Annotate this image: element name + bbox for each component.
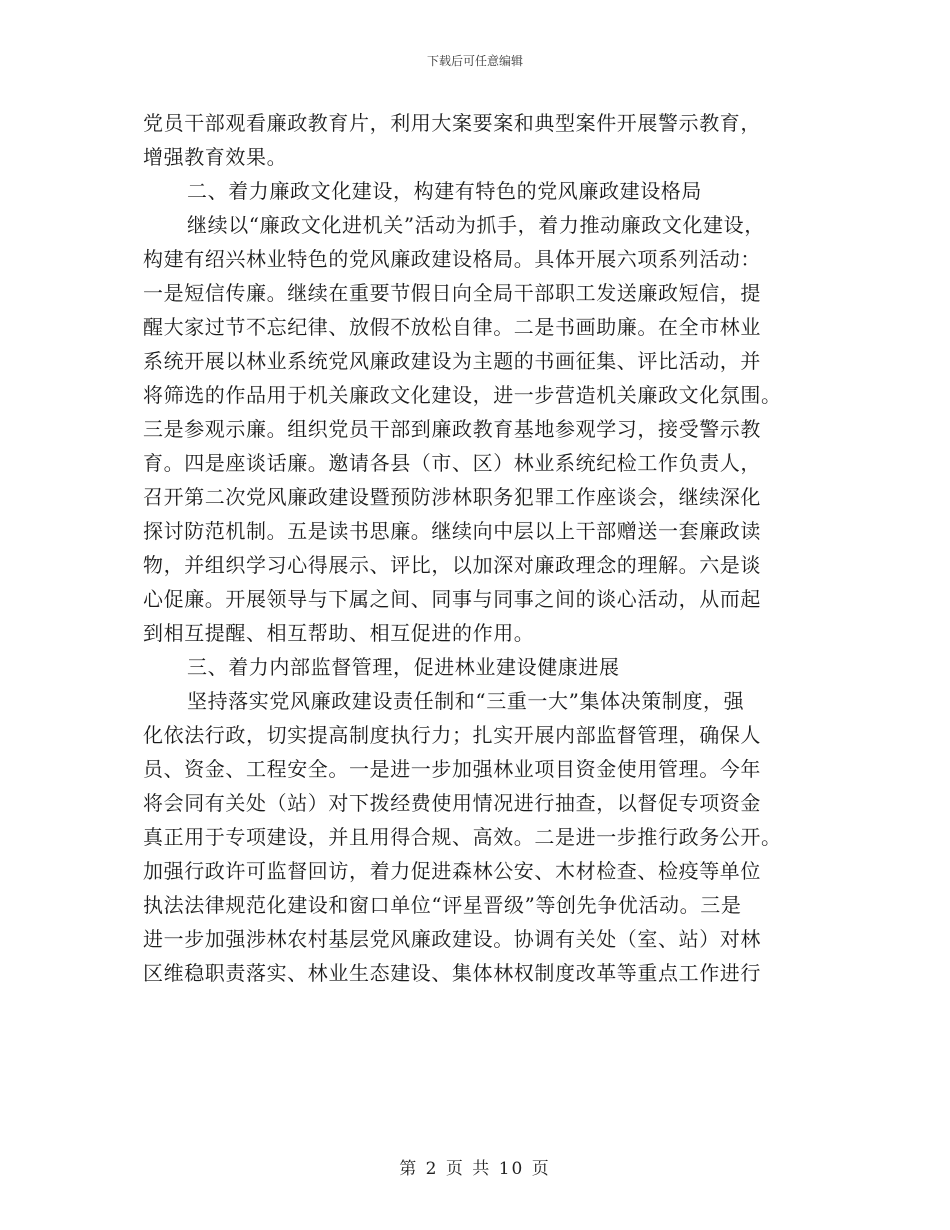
text-line: 区维稳职责落实、林业生态建设、集体林权制度改革等重点工作进行 bbox=[143, 961, 761, 985]
text-line: 坚持落实党风廉政建设责任制和“三重一大”集体决策制度，强 bbox=[187, 689, 745, 713]
text-line: 进一步加强涉林农村基层党风廉政建设。协调有关处（室、站）对林 bbox=[143, 927, 761, 951]
text-line: 系统开展以林业系统党风廉政建设为主题的书画征集、评比活动，并 bbox=[143, 349, 761, 373]
text-line: 将筛选的作品用于机关廉政文化建设，进一步营造机关廉政文化氛围。 bbox=[143, 383, 782, 407]
text-line: 加强行政许可监督回访，着力促进森林公安、木材检查、检疫等单位 bbox=[143, 859, 761, 883]
text-line: 将会同有关处（站）对下拨经费使用情况进行抽查，以督促专项资金 bbox=[143, 791, 761, 815]
page-number-footer: 第 2 页 共 10 页 bbox=[399, 1159, 551, 1179]
text-line: 一是短信传廉。继续在重要节假日向全局干部职工发送廉政短信，提 bbox=[143, 281, 761, 305]
text-line: 员、资金、工程安全。一是进一步加强林业项目资金使用管理。今年 bbox=[143, 757, 761, 781]
text-line: 醒大家过节不忘纪律、放假不放松自律。二是书画助廉。在全市林业 bbox=[143, 315, 761, 339]
text-line: 三是参观示廉。组织党员干部到廉政教育基地参观学习，接受警示教 bbox=[143, 417, 761, 441]
text-line: 化依法行政，切实提高制度执行力；扎实开展内部监督管理，确保人 bbox=[143, 723, 761, 747]
text-line: 构建有绍兴林业特色的党风廉政建设格局。具体开展六项系列活动： bbox=[143, 247, 761, 271]
text-line: 继续以“廉政文化进机关”活动为抓手，着力推动廉政文化建设， bbox=[187, 213, 765, 237]
text-line: 物，并组织学习心得展示、评比，以加深对廉政理念的理解。六是谈 bbox=[143, 553, 761, 577]
text-line: 到相互提醒、相互帮助、相互促进的作用。 bbox=[143, 621, 535, 645]
page-header-note: 下载后可任意编辑 bbox=[426, 54, 523, 68]
text-line: 心促廉。开展领导与下属之间、同事与同事之间的谈心活动，从而起 bbox=[143, 587, 761, 611]
text-line: 真正用于专项建设，并且用得合规、高效。二是进一步推行政务公开。 bbox=[143, 825, 782, 849]
section-heading-3: 三、着力内部监督管理，促进林业建设健康进展 bbox=[187, 655, 620, 679]
document-body bbox=[143, 106, 803, 990]
text-line: 育。四是座谈话廉。邀请各县（市、区）林业系统纪检工作负责人， bbox=[143, 451, 761, 475]
text-line: 党员干部观看廉政教育片，利用大案要案和典型案件开展警示教育， bbox=[143, 111, 761, 135]
text-line: 增强教育效果。 bbox=[143, 145, 288, 169]
section-heading-2: 二、着力廉政文化建设，构建有特色的党风廉政建设格局 bbox=[187, 179, 702, 203]
text-line: 执法法律规范化建设和窗口单位“评星晋级”等创先争优活动。三是 bbox=[143, 893, 742, 917]
text-line: 召开第二次党风廉政建设暨预防涉林职务犯罪工作座谈会，继续深化 bbox=[143, 485, 761, 509]
text-line: 探讨防范机制。五是读书思廉。继续向中层以上干部赠送一套廉政读 bbox=[143, 519, 761, 543]
